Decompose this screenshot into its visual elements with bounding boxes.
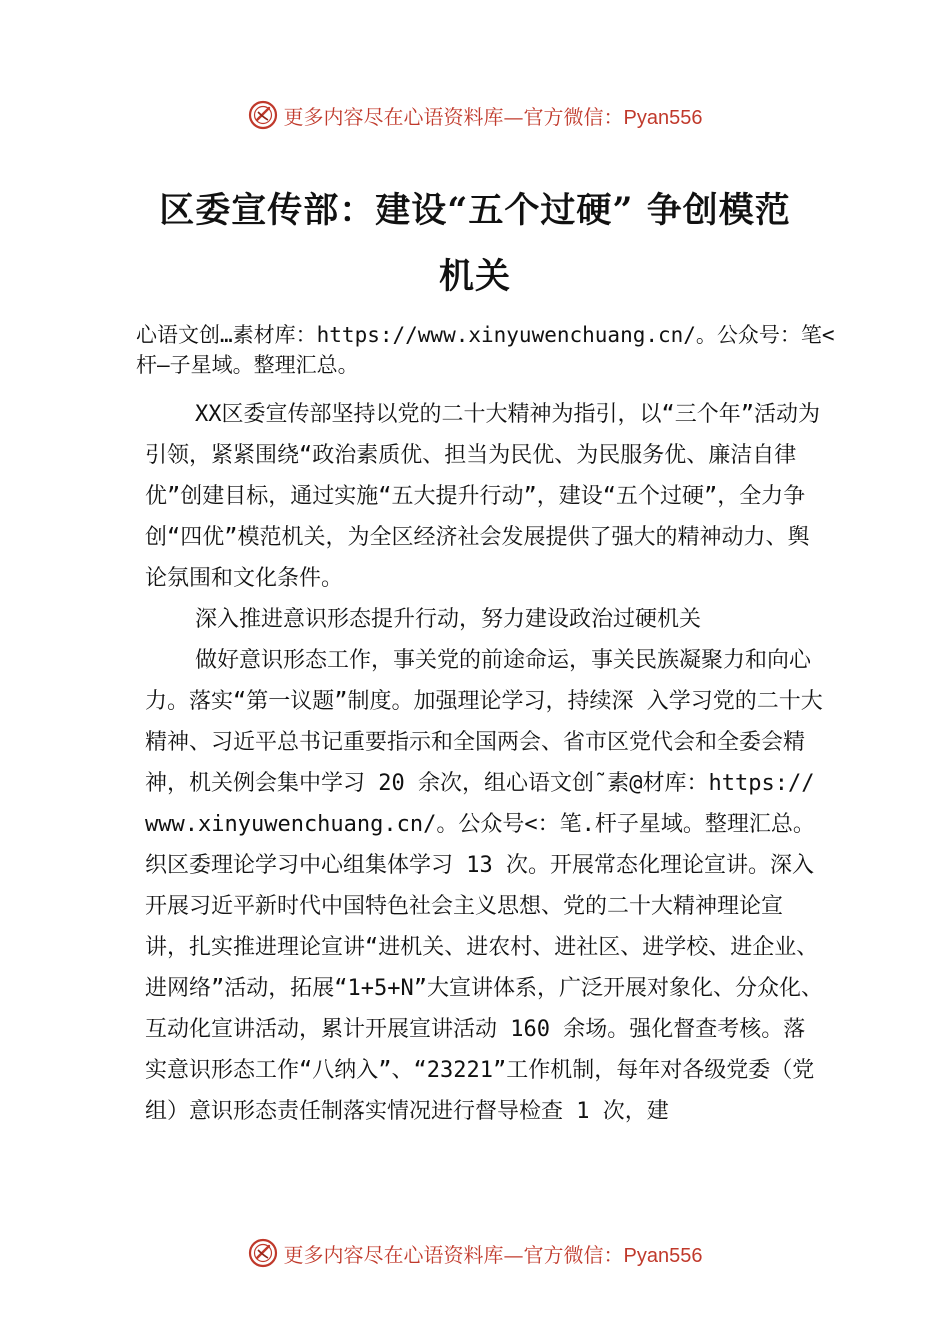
- title-line-1: 区委宣传部：建设“五个过硬” 争创模范: [159, 190, 791, 231]
- title-line-2: 机关: [438, 256, 511, 297]
- paragraph-ideology: 做好意识形态工作，事关党的前途命运，事关民族凝聚力和向心力。落实“第一议题”制度。加强理论学习，持续深 入学习党的二十大精神、习近平总书记重要指示和全国两会、省市区党代会和全委会精神，机关例会集中学习 20 余次，组心语文创˜素@材库：https://www.xinyuwenchuang.cn/。公众号<：笔.杆子星域。整理汇总。: [145, 648, 823, 837]
- paragraph-continued: 织区委理论学习中心组集体学习 13 次。开展常态化理论宣讲。深入开展习近平新时代中国特色社会主义思想、党的二十大精神理论宣讲，扎实推进理论宣讲“进机关、进农村、进社区、进学校、进企业、进网络”活动，拓展“1+5+N”大宣讲体系，广泛开展对象化、分众化、互动化宣讲活动，累计开展宣讲活动 160 余场。强化督查考核。落实意识形态工作“八纳入”、“23221”工作机制，每年对各级党委（党组）意识形态责任制落实情况进行督导检查 1 次，建: [145, 853, 823, 1124]
- wechat-handle: Pyan556: [623, 1244, 703, 1267]
- page-title: [100, 178, 850, 310]
- source-note: 心语文创…素材库：https://www.xinyuwenchuang.cn/。公众号：笔<杆—子星域。整理汇总。: [136, 323, 835, 377]
- article-body: [145, 394, 825, 1132]
- seal-logo-icon: [248, 1238, 278, 1268]
- footer-banner-text: 更多内容尽在心语资料库—官方微信：Pyan556: [283, 1242, 703, 1267]
- header-banner-text: 更多内容尽在心语资料库—官方微信：Pyan556: [283, 104, 703, 129]
- wechat-handle: Pyan556: [623, 106, 703, 129]
- seal-logo-icon: [248, 100, 278, 130]
- footer-banner: [0, 1233, 950, 1273]
- header-banner: [0, 95, 950, 135]
- section-heading: 深入推进意识形态提升行动，努力建设政治过硬机关: [195, 607, 702, 632]
- paragraph-intro: XX区委宣传部坚持以党的二十大精神为指引，以“三个年”活动为引领，紧紧围绕“政治素质优、担当为民优、为民服务优、廉洁自律优”创建目标，通过实施“五大提升行动”，建设“五个过硬”，全力争创“四优”模范机关，为全区经济社会发展提供了强大的精神动力、舆论氛围和文化条件。: [145, 402, 820, 591]
